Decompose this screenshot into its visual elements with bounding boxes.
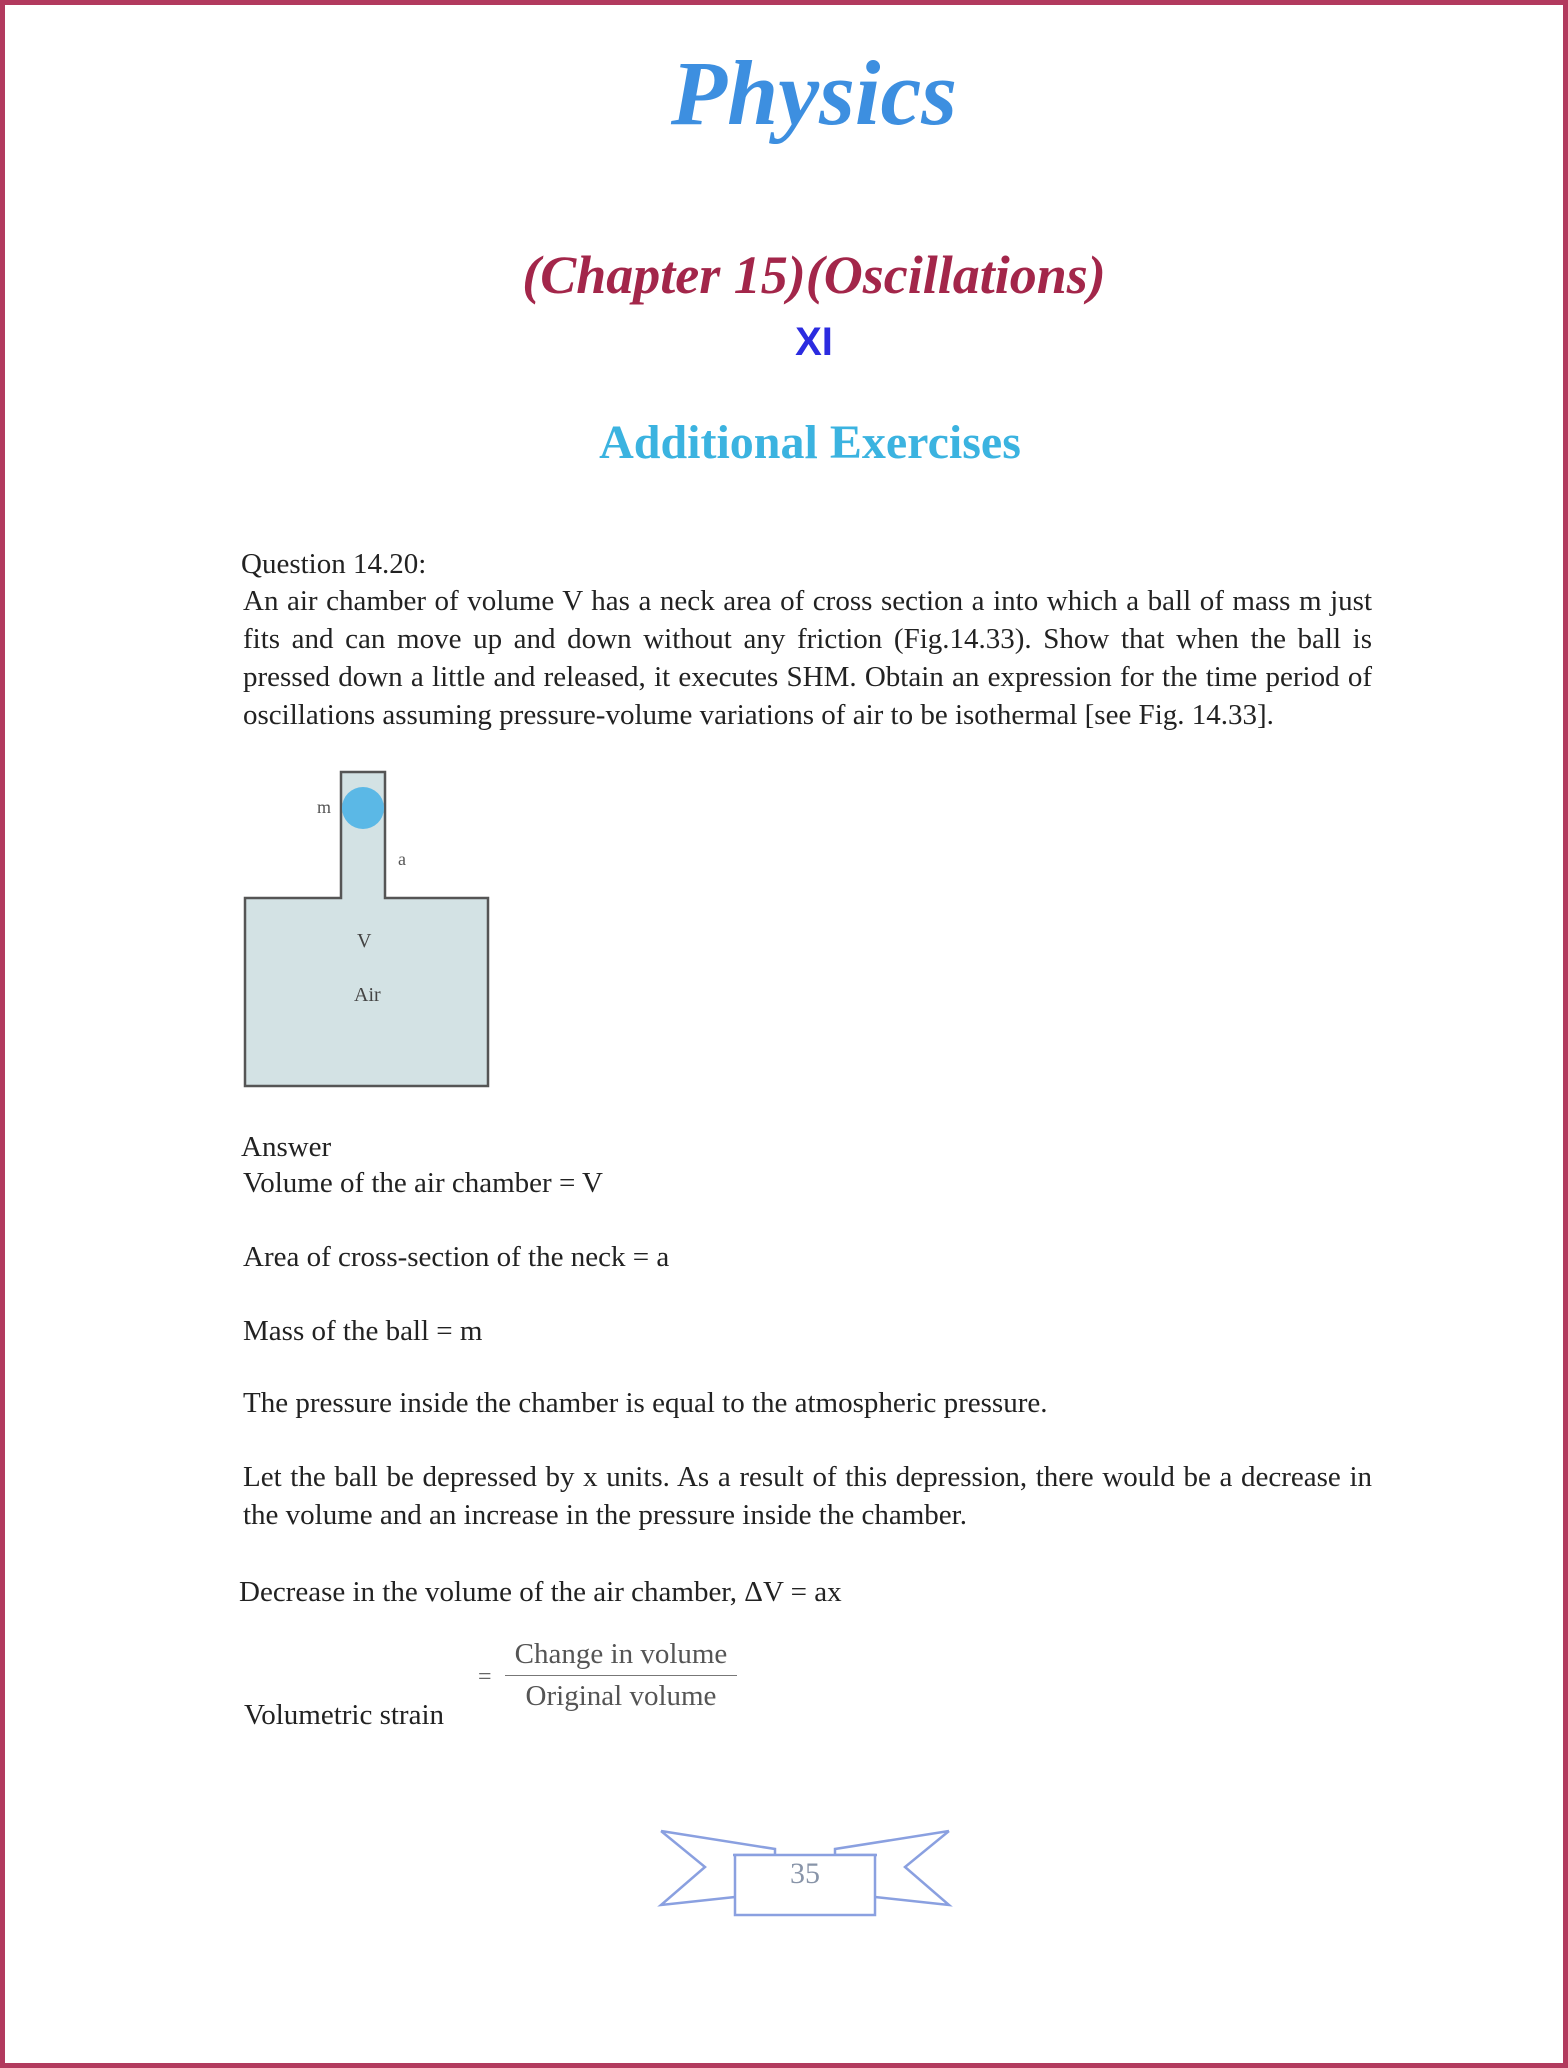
equals-sign: = bbox=[478, 1664, 492, 1690]
answer-line: Let the ball be depressed by x units. As a result of this depression, there would be a decrease in the volume and an increase in the pressure inside the chamber. bbox=[243, 1461, 1372, 1531]
answer-line: Decrease in the volume of the air chamber, ΔV = ax bbox=[239, 1576, 842, 1608]
fraction-denominator: Original volume bbox=[525, 1680, 717, 1712]
volumetric-strain-label: Volumetric strain bbox=[244, 1699, 445, 1731]
answer-line: Area of cross-section of the neck = a bbox=[243, 1241, 670, 1273]
strain-fraction bbox=[505, 1638, 737, 1713]
answer-line: Volume of the air chamber = V bbox=[243, 1167, 603, 1199]
figure-label-m: m bbox=[317, 797, 332, 817]
class-label: XI bbox=[795, 320, 833, 364]
chapter-heading: (Chapter 15)(Oscillations) bbox=[522, 245, 1106, 305]
page-title: Physics bbox=[670, 42, 958, 144]
figure-label-air: Air bbox=[354, 984, 381, 1006]
answer-line: Mass of the ball = m bbox=[243, 1315, 483, 1347]
answer-label: Answer bbox=[241, 1131, 332, 1163]
answer-line: The pressure inside the chamber is equal to the atmospheric pressure. bbox=[243, 1387, 1048, 1419]
fraction-numerator: Change in volume bbox=[505, 1638, 737, 1676]
question-text: An air chamber of volume V has a neck area of cross section a into which a ball of mass m just fits and can move up and down without any friction (Fig.14.33). Show that when the ball is pressed down a little and released, it executes SHM. Obtain an expression for the time period of oscillations assuming pressure-volume variations of air to be isothermal [see Fig. 14.33]. bbox=[243, 585, 1372, 731]
ball-shape bbox=[342, 787, 384, 829]
section-heading: Additional Exercises bbox=[599, 416, 1021, 469]
question-label: Question 14.20: bbox=[241, 548, 427, 580]
figure-label-v: V bbox=[357, 930, 372, 952]
page-number: 35 bbox=[790, 1857, 820, 1890]
figure-label-a: a bbox=[398, 849, 406, 869]
